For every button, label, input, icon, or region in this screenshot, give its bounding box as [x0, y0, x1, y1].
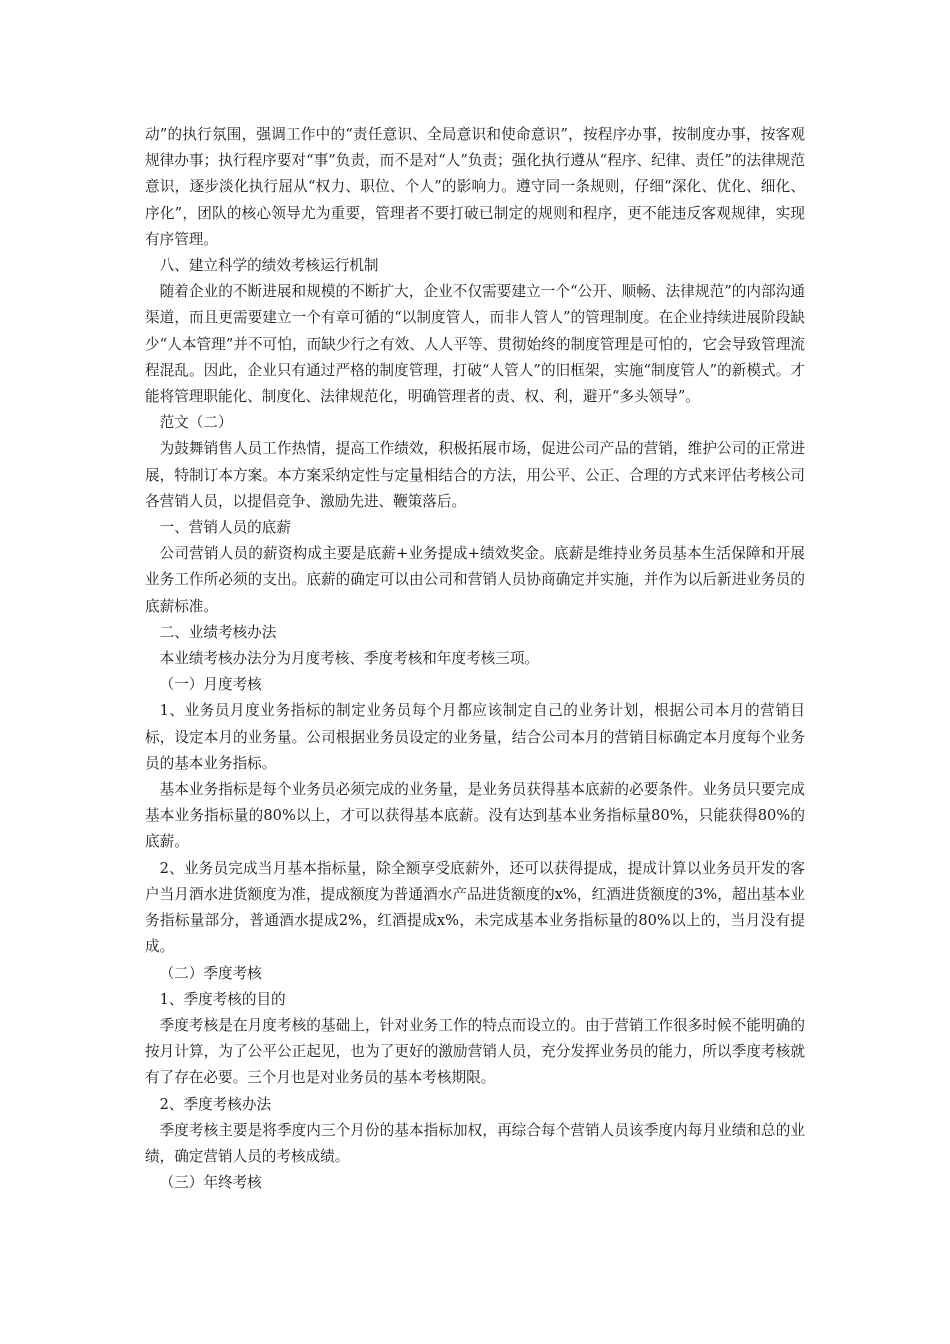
paragraph: 季度考核是在月度考核的基础上，针对业务工作的特点而设立的。由于营销工作很多时候不能明确的按月计算，为了公平公正起见，也为了更好的激励营销人员，充分发挥业务员的能力，所以季度考核就有了存在必要。三个月也是对业务员的基本考核期限。 — [145, 1016, 805, 1087]
item-heading: 2、季度考核办法 — [159, 1095, 272, 1113]
paragraph: 为鼓舞销售人员工作热情，提高工作绩效，积极拓展市场，促进公司产品的营销，维护公司的正常进展，特制订本方案。本方案采纳定性与定量相结合的方法，用公平、公正、合理的方式来评估考核公司各营销人员，以提倡竞争、激励先进、鞭策落后。 — [145, 440, 805, 510]
paragraph-continuation: 动”的执行氛围，强调工作中的“责任意识、全局意识和使命意识”，按程序办事，按制度办事，按客观规律办事；执行程序要对“事”负责，而不是对“人”负责；强化执行遵从“程序、纪律、责任”的法律规范意识，逐步淡化执行屈从“权力、职位、个人”的影响力。遵守同一条规则，仔细“深化、优化、细化、序化”，团队的核心领导尤为重要，管理者不要打破已制定的规则和程序，更不能违反客观规律，实现有序管理。 — [145, 126, 805, 248]
subsection-heading-annual: （三）年终考核 — [159, 1174, 262, 1192]
sample-heading: 范文（二） — [159, 414, 233, 432]
paragraph: 2、业务员完成当月基本指标量，除全额享受底薪外，还可以获得提成，提成计算以业务员开发的客户当月酒水进货额度为准，提成额度为普通酒水产品进货额度的x%，红酒进货额度的3%，超出基本业务指标量部分，普通酒水提成2%，红酒提成x%，未完成基本业务指标量的80%以上的，当月没有提成。 — [145, 859, 805, 956]
subsection-heading-quarterly: （二）季度考核 — [159, 964, 262, 982]
paragraph: 基本业务指标是每个业务员必须完成的业务量，是业务员获得基本底薪的必要条件。业务员只要完成基本业务指标量的80%以上，才可以获得基本底薪。没有达到基本业务指标量80%，只能获得80%的底薪。 — [145, 781, 805, 851]
paragraph: 公司营销人员的薪资构成主要是底薪+业务提成+绩效奖金。底薪是维持业务员基本生活保障和开展业务工作所必须的支出。底薪的确定可以由公司和营销人员协商确定并实施，并作为以后新进业务员的底薪标准。 — [145, 545, 805, 615]
document-body — [145, 122, 805, 1196]
item-heading: 1、季度考核的目的 — [159, 990, 286, 1008]
paragraph: 1、业务员月度业务指标的制定业务员每个月都应该制定自己的业务计划，根据公司本月的营销目标，设定本月的业务量。公司根据业务员设定的业务量，结合公司本月的营销目标确定本月度每个业务员的基本业务指标。 — [145, 702, 805, 772]
paragraph: 随着企业的不断进展和规模的不断扩大，企业不仅需要建立一个“公开、顺畅、法律规范”的内部沟通渠道，而且更需要建立一个有章可循的“以制度管人，而非人管人”的管理制度。在企业持续进展阶段缺少“人本管理”并不可怕，而缺少行之有效、人人平等、贯彻始终的制度管理是可怕的，它会导致管理流程混乱。因此，企业只有通过严格的制度管理，打破“人管人”的旧框架，实施“制度管人”的新模式。才能将管理职能化、制度化、法律规范化，明确管理者的责、权、利，避开“多头领导”。 — [145, 283, 805, 406]
paragraph: 本业绩考核办法分为月度考核、季度考核和年度考核三项。 — [159, 650, 540, 668]
section-heading-8: 八、建立科学的绩效考核运行机制 — [159, 257, 379, 275]
paragraph: 季度考核主要是将季度内三个月份的基本指标加权，再综合每个营销人员该季度内每月业绩和总的业绩，确定营销人员的考核成绩。 — [145, 1121, 805, 1165]
section-heading-1: 一、营销人员的底薪 — [159, 519, 291, 537]
subsection-heading-monthly: （一）月度考核 — [159, 676, 262, 694]
section-heading-2: 二、业绩考核办法 — [159, 623, 277, 641]
